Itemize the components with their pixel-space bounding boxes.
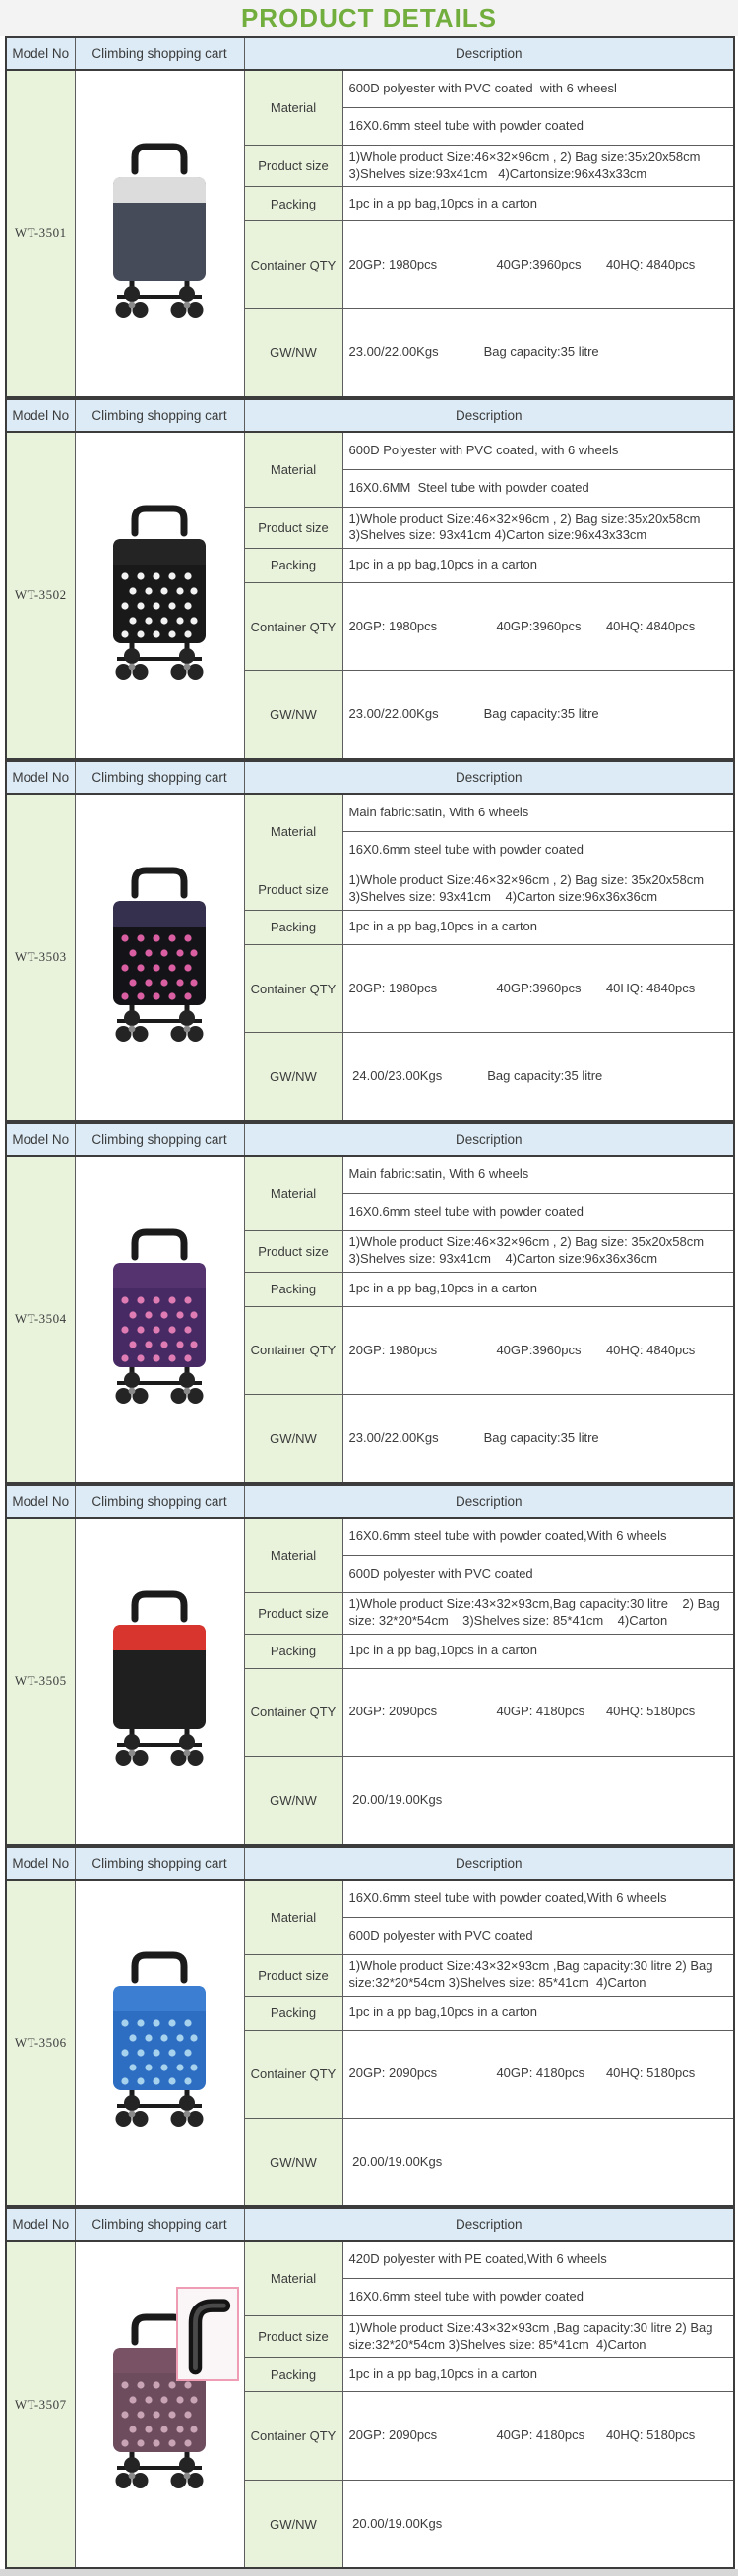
model-number: WT-3501 — [6, 70, 75, 397]
qty-40gp: 40GP:3960pcs — [496, 256, 582, 271]
qty-40hq: 40HQ: 5180pcs — [605, 1704, 696, 1719]
spec-label-container-qty: Container QTY — [244, 582, 342, 670]
spec-label-material: Material — [244, 794, 342, 869]
material-line-2: 600D polyester with PVC coated — [342, 1917, 734, 1954]
gw-weight: 20.00/19.00Kgs — [348, 2153, 443, 2169]
material-line-1: Main fabric:satin, With 6 wheels — [342, 1156, 734, 1194]
cart-wheels-right — [171, 2457, 204, 2488]
product-size-value: 1)Whole product Size:46×32×96cm , 2) Bag size: 35x20x58cm 3)Shelves size: 93x41cm 4)Carton size:96x36x36cm — [342, 1230, 734, 1272]
spec-label-product-size: Product size — [244, 869, 342, 910]
gw-weight: 20.00/19.00Kgs — [348, 1791, 443, 1807]
cart-wheels-left — [116, 2095, 149, 2127]
spec-label-container-qty: Container QTY — [244, 221, 342, 309]
cart-handle — [135, 870, 184, 895]
bag-capacity: Bag capacity:35 litre — [487, 1068, 603, 1084]
spec-label-product-size: Product size — [244, 1230, 342, 1272]
cart-handle — [135, 1955, 184, 1980]
cart-illustration — [86, 496, 233, 692]
gw-weight: 23.00/22.00Kgs — [348, 706, 439, 722]
qty-20gp: 20GP: 1980pcs — [348, 256, 438, 271]
container-qty-value — [342, 1306, 734, 1394]
packing-value: 1pc in a pp bag,10pcs in a carton — [342, 548, 734, 582]
cart-bag-flap — [113, 1263, 206, 1288]
spec-label-gw-nw: GW/NW — [244, 671, 342, 759]
spec-label-material: Material — [244, 432, 342, 508]
model-number: WT-3505 — [6, 1518, 75, 1845]
product-size-value: 1)Whole product Size:43×32×93cm ,Bag capacity:30 litre 2) Bag size:32*20*54cm 3)Shelves size: 85*41cm 4)Carton — [342, 2316, 734, 2358]
header-model-no: Model No — [6, 1123, 75, 1156]
cart-bag-flap — [113, 1986, 206, 2011]
gw-nw-value — [342, 671, 734, 759]
product-image-cell — [75, 2241, 244, 2568]
header-description: Description — [244, 1123, 734, 1156]
gw-nw-value — [342, 2118, 734, 2206]
qty-40hq: 40HQ: 4840pcs — [605, 256, 696, 271]
header-model-no: Model No — [6, 2208, 75, 2241]
product-image-cell — [75, 1880, 244, 2207]
spec-label-gw-nw: GW/NW — [244, 1757, 342, 1845]
section-header-row — [6, 2208, 734, 2241]
product-image-cell — [75, 1156, 244, 1483]
container-qty-value — [342, 2392, 734, 2480]
packing-value: 1pc in a pp bag,10pcs in a carton — [342, 2358, 734, 2392]
container-qty-value — [342, 2030, 734, 2118]
header-product-type: Climbing shopping cart — [75, 399, 244, 432]
handle-detail-icon — [182, 2293, 233, 2375]
product-size-value: 1)Whole product Size:43×32×93cm,Bag capacity:30 litre 2) Bag size: 32*20*54cm 3)Shelves size: 85*41cm 4)Carton — [342, 1592, 734, 1634]
cart-bag-flap — [113, 1625, 206, 1650]
header-product-type: Climbing shopping cart — [75, 1485, 244, 1518]
section-header-row — [6, 37, 734, 70]
spec-label-container-qty: Container QTY — [244, 2392, 342, 2480]
spec-label-gw-nw: GW/NW — [244, 1033, 342, 1121]
spec-label-packing: Packing — [244, 1272, 342, 1306]
product-size-value: 1)Whole product Size:46×32×96cm , 2) Bag size:35x20x58cm 3)Shelves size: 93x41cm 4)Carton size:96x43x33cm — [342, 507, 734, 548]
qty-40hq: 40HQ: 5180pcs — [605, 2427, 696, 2443]
cart-handle — [135, 509, 184, 533]
product-section — [5, 1484, 735, 1846]
header-model-no: Model No — [6, 1485, 75, 1518]
cart-illustration — [86, 858, 233, 1054]
qty-20gp: 20GP: 1980pcs — [348, 1342, 438, 1357]
product-section — [5, 398, 735, 760]
section-header-row — [6, 399, 734, 432]
material-line-2: 16X0.6mm steel tube with powder coated — [342, 108, 734, 146]
header-description: Description — [244, 761, 734, 794]
gw-nw-value — [342, 1757, 734, 1845]
product-image-cell — [75, 794, 244, 1121]
cart-handle — [135, 147, 184, 171]
product-section — [5, 760, 735, 1122]
material-line-2: 16X0.6mm steel tube with powder coated — [342, 831, 734, 869]
spec-label-product-size: Product size — [244, 507, 342, 548]
spec-label-packing: Packing — [244, 187, 342, 221]
cart-wheels-right — [171, 2095, 204, 2127]
section-header-row — [6, 1847, 734, 1880]
spec-label-product-size: Product size — [244, 2316, 342, 2358]
cart-handle — [135, 1232, 184, 1257]
model-number: WT-3502 — [6, 432, 75, 759]
product-size-value: 1)Whole product Size:46×32×96cm , 2) Bag size: 35x20x58cm 3)Shelves size: 93x41cm 4)Carton size:96x36x36cm — [342, 869, 734, 910]
container-qty-value — [342, 1668, 734, 1756]
bottom-strip — [0, 2569, 738, 2576]
product-section — [5, 2207, 735, 2569]
bag-capacity: Bag capacity:35 litre — [483, 1429, 599, 1445]
image-inset-detail — [176, 2287, 239, 2381]
spec-label-material: Material — [244, 70, 342, 146]
gw-weight: 24.00/23.00Kgs — [348, 1068, 443, 1084]
gw-nw-value — [342, 2480, 734, 2568]
packing-value: 1pc in a pp bag,10pcs in a carton — [342, 1272, 734, 1306]
cart-wheels-left — [116, 286, 149, 318]
product-image-cell — [75, 432, 244, 759]
material-line-2: 16X0.6mm steel tube with powder coated — [342, 1193, 734, 1230]
spec-label-packing: Packing — [244, 548, 342, 582]
gw-weight: 23.00/22.00Kgs — [348, 344, 439, 360]
spec-label-container-qty: Container QTY — [244, 1306, 342, 1394]
header-product-type: Climbing shopping cart — [75, 2208, 244, 2241]
qty-40gp: 40GP:3960pcs — [496, 1342, 582, 1357]
material-line-1: 16X0.6mm steel tube with powder coated,With 6 wheels — [342, 1518, 734, 1556]
section-header-row — [6, 1485, 734, 1518]
packing-value: 1pc in a pp bag,10pcs in a carton — [342, 910, 734, 944]
header-model-no: Model No — [6, 399, 75, 432]
product-size-value: 1)Whole product Size:46×32×96cm , 2) Bag size:35x20x58cm 3)Shelves size:93x41cm 4)Cartonsize:96x43x33cm — [342, 146, 734, 187]
header-product-type: Climbing shopping cart — [75, 761, 244, 794]
cart-wheels-right — [171, 1010, 204, 1042]
gw-nw-value — [342, 1033, 734, 1121]
bag-capacity: Bag capacity:35 litre — [483, 344, 599, 360]
spec-label-material: Material — [244, 2241, 342, 2316]
title-band — [0, 0, 738, 36]
cart-wheels-left — [116, 2457, 149, 2488]
spec-label-gw-nw: GW/NW — [244, 2118, 342, 2206]
spec-label-packing: Packing — [244, 910, 342, 944]
spec-label-container-qty: Container QTY — [244, 944, 342, 1032]
material-line-2: 16X0.6mm steel tube with powder coated — [342, 2279, 734, 2316]
product-details-table — [0, 36, 738, 2569]
cart-illustration — [86, 134, 233, 330]
qty-40hq: 40HQ: 5180pcs — [605, 2066, 696, 2081]
material-line-2: 600D polyester with PVC coated — [342, 1555, 734, 1592]
spec-label-packing: Packing — [244, 2358, 342, 2392]
cart-bag-flap — [113, 901, 206, 927]
spec-label-packing: Packing — [244, 1634, 342, 1668]
cart-wheels-right — [171, 1372, 204, 1404]
bag-capacity: Bag capacity:35 litre — [483, 706, 599, 722]
packing-value: 1pc in a pp bag,10pcs in a carton — [342, 1634, 734, 1668]
spec-label-gw-nw: GW/NW — [244, 2480, 342, 2568]
gw-nw-value — [342, 1395, 734, 1483]
cart-wheels-left — [116, 1734, 149, 1766]
model-number: WT-3506 — [6, 1880, 75, 2207]
spec-label-product-size: Product size — [244, 1592, 342, 1634]
cart-wheels-left — [116, 1372, 149, 1404]
qty-40hq: 40HQ: 4840pcs — [605, 618, 696, 633]
header-description: Description — [244, 1485, 734, 1518]
header-product-type: Climbing shopping cart — [75, 1123, 244, 1156]
header-model-no: Model No — [6, 1847, 75, 1880]
qty-40hq: 40HQ: 4840pcs — [605, 980, 696, 995]
section-header-row — [6, 761, 734, 794]
spec-label-packing: Packing — [244, 1996, 342, 2030]
qty-40gp: 40GP:3960pcs — [496, 980, 582, 995]
material-line-2: 16X0.6MM Steel tube with powder coated — [342, 469, 734, 507]
cart-wheels-right — [171, 648, 204, 680]
qty-20gp: 20GP: 1980pcs — [348, 980, 438, 995]
qty-20gp: 20GP: 1980pcs — [348, 618, 438, 633]
spec-label-container-qty: Container QTY — [244, 2030, 342, 2118]
spec-label-product-size: Product size — [244, 146, 342, 187]
material-line-1: Main fabric:satin, With 6 wheels — [342, 794, 734, 832]
cart-illustration — [86, 1220, 233, 1416]
model-number: WT-3503 — [6, 794, 75, 1121]
cart-wheels-left — [116, 648, 149, 680]
product-section — [5, 36, 735, 398]
model-number: WT-3507 — [6, 2241, 75, 2568]
container-qty-value — [342, 582, 734, 670]
product-section — [5, 1122, 735, 1484]
material-line-1: 600D Polyester with PVC coated, with 6 wheels — [342, 432, 734, 470]
page-title: PRODUCT DETAILS — [240, 3, 498, 32]
header-product-type: Climbing shopping cart — [75, 1847, 244, 1880]
qty-20gp: 20GP: 2090pcs — [348, 2066, 438, 2081]
qty-40gp: 40GP: 4180pcs — [496, 2427, 585, 2443]
cart-bag-flap — [113, 177, 206, 203]
spec-label-container-qty: Container QTY — [244, 1668, 342, 1756]
spec-label-material: Material — [244, 1518, 342, 1593]
gw-weight: 20.00/19.00Kgs — [348, 2515, 443, 2531]
spec-label-material: Material — [244, 1880, 342, 1955]
cart-wheels-right — [171, 1734, 204, 1766]
cart-handle — [135, 1594, 184, 1619]
section-header-row — [6, 1123, 734, 1156]
header-description: Description — [244, 1847, 734, 1880]
qty-40gp: 40GP: 4180pcs — [496, 2066, 585, 2081]
cart-bag-flap — [113, 539, 206, 565]
qty-20gp: 20GP: 2090pcs — [348, 1704, 438, 1719]
container-qty-value — [342, 944, 734, 1032]
header-model-no: Model No — [6, 761, 75, 794]
qty-20gp: 20GP: 2090pcs — [348, 2427, 438, 2443]
qty-40gp: 40GP: 4180pcs — [496, 1704, 585, 1719]
cart-illustration — [86, 1582, 233, 1778]
header-product-type: Climbing shopping cart — [75, 37, 244, 70]
container-qty-value — [342, 221, 734, 309]
header-description: Description — [244, 37, 734, 70]
gw-nw-value — [342, 309, 734, 397]
cart-wheels-left — [116, 1010, 149, 1042]
spec-label-material: Material — [244, 1156, 342, 1231]
product-image-cell — [75, 70, 244, 397]
product-size-value: 1)Whole product Size:43×32×93cm ,Bag capacity:30 litre 2) Bag size:32*20*54cm 3)Shelves size: 85*41cm 4)Carton — [342, 1954, 734, 1996]
product-section — [5, 1846, 735, 2208]
gw-weight: 23.00/22.00Kgs — [348, 1429, 439, 1445]
cart-wheels-right — [171, 286, 204, 318]
qty-40hq: 40HQ: 4840pcs — [605, 1342, 696, 1357]
material-line-1: 600D polyester with PVC coated with 6 wheesl — [342, 70, 734, 108]
spec-label-gw-nw: GW/NW — [244, 309, 342, 397]
product-image-cell — [75, 1518, 244, 1845]
qty-40gp: 40GP:3960pcs — [496, 618, 582, 633]
material-line-1: 16X0.6mm steel tube with powder coated,With 6 wheels — [342, 1880, 734, 1918]
packing-value: 1pc in a pp bag,10pcs in a carton — [342, 187, 734, 221]
material-line-1: 420D polyester with PE coated,With 6 wheels — [342, 2241, 734, 2279]
header-description: Description — [244, 2208, 734, 2241]
spec-label-gw-nw: GW/NW — [244, 1395, 342, 1483]
packing-value: 1pc in a pp bag,10pcs in a carton — [342, 1996, 734, 2030]
spec-label-product-size: Product size — [244, 1954, 342, 1996]
model-number: WT-3504 — [6, 1156, 75, 1483]
cart-illustration — [86, 1943, 233, 2139]
header-model-no: Model No — [6, 37, 75, 70]
header-description: Description — [244, 399, 734, 432]
